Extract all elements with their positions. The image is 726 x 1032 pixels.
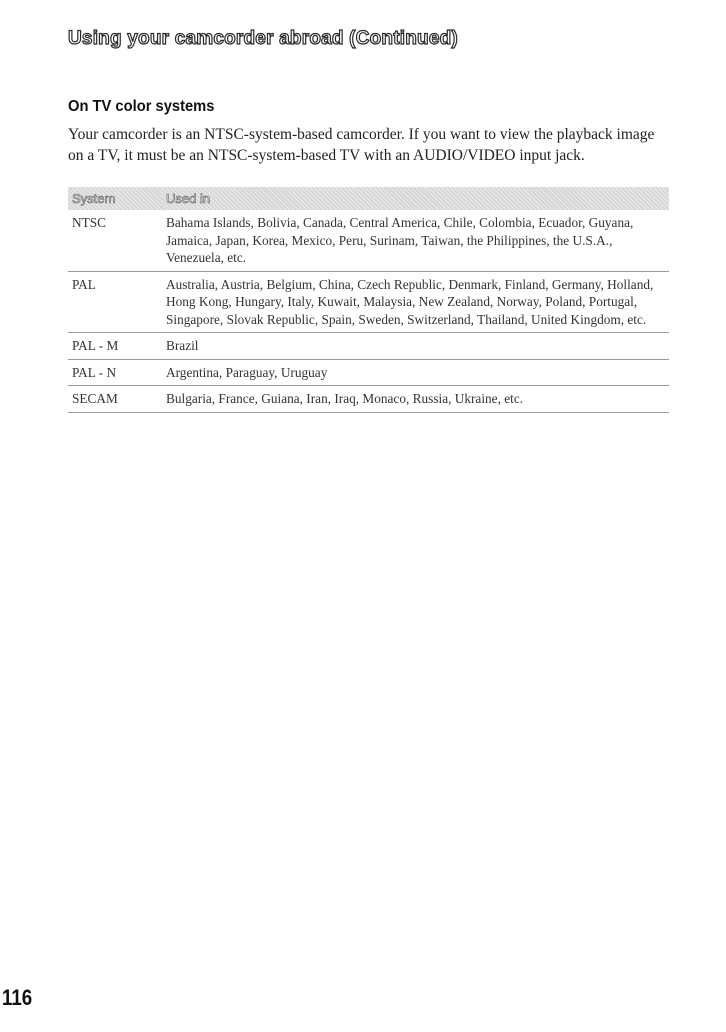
used-in-cell: Australia, Austria, Belgium, China, Czech Republic, Denmark, Finland, Germany, Holland, Hong Kong, Hungary, Italy, Kuwait, Malaysia, New Zealand, Norway, Poland, Portugal, Singapore, Slovak Republic, Spain, Sweden, Switzerland, Thailand, United Kingdom, etc.	[162, 271, 669, 333]
tv-color-systems-table	[68, 187, 669, 413]
table-row	[68, 359, 669, 386]
system-cell: NTSC	[68, 210, 162, 271]
column-header-used-in: Used in	[162, 187, 669, 210]
section-title: On TV color systems	[68, 98, 215, 115]
table-header-row	[68, 187, 669, 210]
column-header-system: System	[68, 187, 162, 210]
used-in-cell: Brazil	[162, 333, 669, 360]
system-cell: PAL - N	[68, 359, 162, 386]
table-row	[68, 333, 669, 360]
intro-paragraph: Your camcorder is an NTSC-system-based camcorder. If you want to view the playback image on a TV, it must be an NTSC-system-based TV with an AUDIO/VIDEO input jack.	[68, 126, 655, 164]
page-heading: Using your camcorder abroad (Continued)	[68, 28, 458, 49]
table-row	[68, 386, 669, 413]
system-cell: SECAM	[68, 386, 162, 413]
table-row	[68, 271, 669, 333]
used-in-cell: Bulgaria, France, Guiana, Iran, Iraq, Monaco, Russia, Ukraine, etc.	[162, 386, 669, 413]
system-cell: PAL - M	[68, 333, 162, 360]
table-row	[68, 210, 669, 271]
system-cell: PAL	[68, 271, 162, 333]
page-number: 116	[2, 985, 33, 1010]
used-in-cell: Argentina, Paraguay, Uruguay	[162, 359, 669, 386]
used-in-cell: Bahama Islands, Bolivia, Canada, Central America, Chile, Colombia, Ecuador, Guyana, Jamaica, Japan, Korea, Mexico, Peru, Surinam, Taiwan, the Philippines, the U.S.A., Venezuela, etc.	[162, 210, 669, 271]
